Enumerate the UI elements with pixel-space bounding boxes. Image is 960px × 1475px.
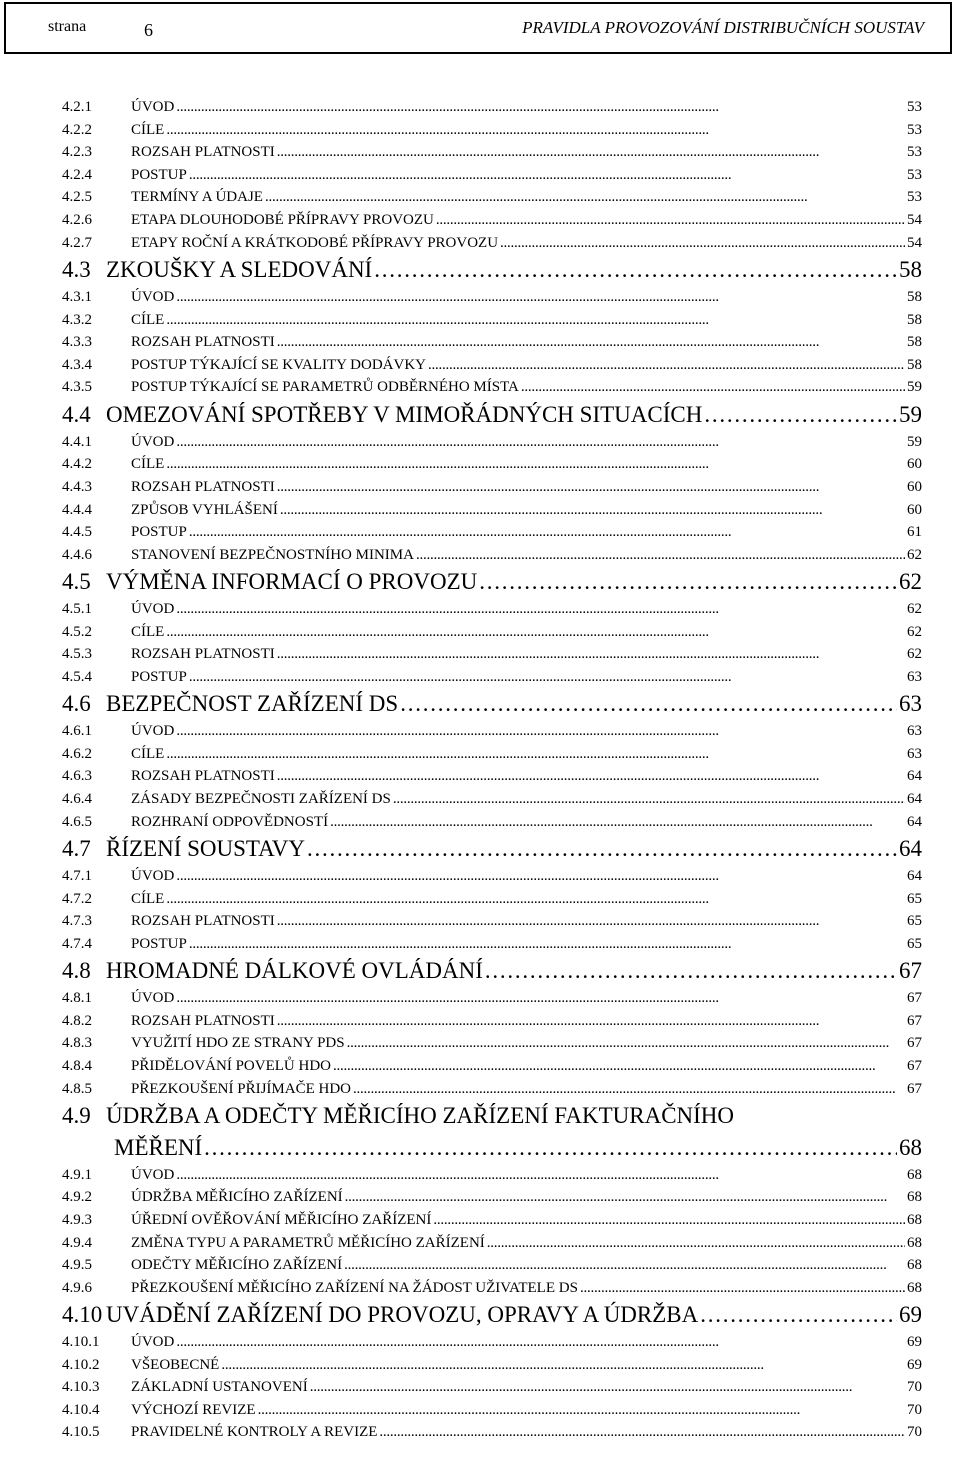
dot-leader	[500, 232, 905, 255]
toc-entry-title: HROMADNÉ DÁLKOVÉ OVLÁDÁNÍ	[106, 958, 483, 984]
toc-entry-page: 60	[907, 501, 922, 518]
toc-subsection-entry[interactable]	[62, 521, 922, 544]
toc-entry-number: 4.8.1	[62, 990, 92, 1007]
toc-entry-title: OMEZOVÁNÍ SPOTŘEBY V MIMOŘÁDNÝCH SITUACÍCH	[106, 401, 703, 427]
dot-leader	[189, 666, 905, 689]
dot-leader	[580, 1277, 905, 1300]
dot-leader	[166, 309, 905, 332]
dot-leader	[166, 621, 905, 644]
toc-entry-page: 70	[907, 1401, 922, 1418]
toc-subsection-entry[interactable]	[62, 811, 922, 834]
toc-entry-title: PŘIDĚLOVÁNÍ POVELŮ HDO	[131, 1057, 331, 1074]
toc-entry-number: 4.5	[62, 569, 91, 595]
toc-entry-title: ZPŮSOB VYHLÁŠENÍ	[131, 501, 278, 518]
dot-leader	[176, 865, 905, 888]
toc-entry-page: 53	[907, 166, 922, 183]
toc-entry-number: 4.4.3	[62, 478, 92, 495]
toc-entry-number: 4.10.4	[62, 1401, 100, 1418]
toc-entry-title: ÚVOD	[131, 723, 175, 740]
toc-entry-number: 4.8.3	[62, 1035, 92, 1052]
dot-leader	[485, 955, 897, 987]
dot-leader	[416, 544, 905, 567]
toc-entry-number: 4.3.4	[62, 356, 92, 373]
toc-entry-page: 67	[907, 1012, 922, 1029]
toc-entry-page: 63	[899, 691, 922, 717]
toc-entry-number: 4.8.4	[62, 1057, 92, 1074]
toc-entry-title: POSTUP TÝKAJÍCÍ SE PARAMETRŮ ODBĚRNÉHO MÍSTA	[131, 379, 519, 396]
toc-entry-page: 68	[907, 1166, 922, 1183]
toc-entry-title: PŘEZKOUŠENÍ MĚŘICÍHO ZAŘÍZENÍ NA ŽÁDOST UŽIVATELE DS	[131, 1279, 578, 1296]
toc-entry-number: 4.5.3	[62, 646, 92, 663]
toc-subsection-entry[interactable]	[62, 476, 922, 499]
page-number: 6	[144, 20, 153, 40]
dot-leader	[277, 1010, 905, 1033]
toc-entry-title: PRAVIDELNÉ KONTROLY A REVIZE	[131, 1424, 378, 1441]
toc-entry-number: 4.8.2	[62, 1012, 92, 1029]
toc-subsection-entry[interactable]	[62, 910, 922, 933]
dot-leader	[280, 499, 905, 522]
toc-subsection-entry[interactable]	[62, 933, 922, 956]
toc-entry-number: 4.2.3	[62, 144, 92, 161]
dot-leader	[189, 521, 905, 544]
toc-subsection-entry[interactable]	[62, 1277, 922, 1300]
document-title: PRAVIDLA PROVOZOVÁNÍ DISTRIBUČNÍCH SOUSTAV	[522, 18, 924, 37]
toc-entry-page: 53	[907, 144, 922, 161]
toc-entry-number: 4.9.3	[62, 1211, 92, 1228]
toc-entry-page: 67	[907, 1035, 922, 1052]
toc-entry-number: 4.6.5	[62, 813, 92, 830]
dot-leader	[176, 987, 905, 1010]
toc-entry-page: 69	[907, 1356, 922, 1373]
dot-leader	[277, 765, 905, 788]
toc-entry-title: POSTUP TÝKAJÍCÍ SE KVALITY DODÁVKY	[131, 356, 427, 373]
dot-leader	[374, 254, 897, 286]
toc-entry-page: 58	[899, 257, 922, 283]
dot-leader	[393, 788, 905, 811]
toc-entry-number: 4.3.3	[62, 334, 92, 351]
toc-section-entry[interactable]	[62, 688, 922, 720]
toc-subsection-entry[interactable]	[62, 164, 922, 187]
toc-entry-page: 68	[907, 1257, 922, 1274]
dot-leader	[166, 119, 905, 142]
toc-entry-title: CÍLE	[131, 311, 165, 328]
toc-entry-title: ZMĚNA TYPU A PARAMETRŮ MĚŘICÍHO ZAŘÍZENÍ	[131, 1234, 485, 1251]
toc-entry-title: ÚVOD	[131, 99, 175, 115]
dot-leader	[277, 643, 905, 666]
dot-leader	[428, 354, 905, 377]
toc-section-entry[interactable]	[62, 566, 922, 598]
toc-entry-title: ROZSAH PLATNOSTI	[131, 478, 275, 495]
toc-subsection-entry[interactable]	[62, 1209, 922, 1232]
toc-section-entry[interactable]	[62, 833, 922, 865]
toc-entry-page: 69	[899, 1302, 922, 1328]
toc-entry-title: VÝCHOZÍ REVIZE	[131, 1401, 256, 1418]
dot-leader	[277, 331, 905, 354]
toc-subsection-entry[interactable]	[62, 119, 922, 142]
toc-entry-number: 4.2.2	[62, 121, 92, 138]
toc-subsection-entry[interactable]	[62, 1055, 922, 1078]
toc-entry-number: 4.3	[62, 257, 91, 283]
toc-entry-number: 4.9.6	[62, 1279, 92, 1296]
dot-leader	[221, 1354, 905, 1377]
toc-entry-title: CÍLE	[131, 890, 165, 907]
dot-leader	[277, 141, 905, 164]
toc-entry-page: 65	[907, 935, 922, 952]
toc-entry-number: 4.9.1	[62, 1166, 92, 1183]
toc-entry-page: 65	[907, 890, 922, 907]
toc-entry-title: ROZSAH PLATNOSTI	[131, 1012, 275, 1029]
toc-entry-page: 69	[907, 1334, 922, 1351]
toc-subsection-entry[interactable]	[62, 1331, 922, 1354]
toc-entry-title: TERMÍNY A ÚDAJE	[131, 189, 263, 206]
toc-entry-title: ZKOUŠKY A SLEDOVÁNÍ	[106, 257, 373, 283]
toc-subsection-entry[interactable]	[62, 1186, 922, 1209]
toc-entry-title: ROZSAH PLATNOSTI	[131, 144, 275, 161]
toc-entry-page: 64	[907, 791, 922, 808]
toc-entry-number: 4.9.4	[62, 1234, 92, 1251]
toc-entry-title: ÚVOD	[131, 1334, 175, 1351]
toc-entry-number: 4.4.1	[62, 433, 92, 450]
toc-entry-title: POSTUP	[131, 524, 187, 541]
toc-entry-title: STANOVENÍ BEZPEČNOSTNÍHO MINIMA	[131, 546, 414, 563]
toc-entry-title: ÚŘEDNÍ OVĚŘOVÁNÍ MĚŘICÍHO ZAŘÍZENÍ	[131, 1211, 432, 1228]
toc-subsection-entry[interactable]	[62, 309, 922, 332]
toc-entry-page: 63	[907, 745, 922, 762]
toc-subsection-entry[interactable]	[62, 598, 922, 621]
toc-subsection-entry[interactable]	[62, 788, 922, 811]
toc-entry-title: ROZSAH PLATNOSTI	[131, 334, 275, 351]
toc-subsection-entry[interactable]	[62, 499, 922, 522]
dot-leader	[521, 376, 905, 399]
toc-entry-page: 68	[907, 1189, 922, 1206]
toc-entry-number: 4.4	[62, 401, 91, 427]
toc-entry-title: ÚVOD	[131, 1166, 175, 1183]
toc-entry-title: VŠEOBECNÉ	[131, 1356, 220, 1373]
toc-entry-number: 4.9.5	[62, 1257, 92, 1274]
dot-leader	[704, 399, 897, 431]
toc-entry-page: 53	[907, 189, 922, 206]
toc-entry-title: ÚDRŽBA A ODEČTY MĚŘICÍHO ZAŘÍZENÍ FAKTURAČNÍHO	[106, 1103, 735, 1129]
toc-entry-number: 4.9	[62, 1103, 91, 1129]
toc-subsection-entry[interactable]	[62, 1032, 922, 1055]
toc-section-entry[interactable]	[62, 1299, 922, 1331]
toc-entry-page: 70	[907, 1379, 922, 1396]
dot-leader	[166, 888, 905, 911]
dot-leader	[204, 1132, 897, 1164]
toc-subsection-entry[interactable]	[62, 666, 922, 689]
toc-entry-number: 4.10	[62, 1302, 103, 1328]
toc-entry-page: 62	[907, 546, 922, 563]
toc-entry-title: ÚVOD	[131, 990, 175, 1007]
toc-entry-page: 62	[907, 623, 922, 640]
toc-entry-page: 67	[907, 1057, 922, 1074]
dot-leader	[345, 1186, 905, 1209]
toc-subsection-entry[interactable]	[62, 621, 922, 644]
toc-subsection-entry[interactable]	[62, 1078, 922, 1101]
toc-subsection-entry[interactable]	[62, 232, 922, 255]
toc-entry-page: 64	[907, 868, 922, 885]
toc-subsection-entry[interactable]	[62, 453, 922, 476]
toc-entry-page: 68	[899, 1134, 922, 1160]
toc-entry-page: 53	[907, 121, 922, 138]
toc-entry-page: 58	[907, 311, 922, 328]
toc-subsection-entry[interactable]	[62, 141, 922, 164]
toc-entry-title: ROZSAH PLATNOSTI	[131, 768, 275, 785]
toc-entry-page: 62	[899, 569, 922, 595]
toc-entry-page: 58	[907, 356, 922, 373]
toc-entry-number: 4.5.1	[62, 601, 92, 618]
dot-leader	[400, 688, 897, 720]
dot-leader	[330, 811, 905, 834]
dot-leader	[176, 96, 905, 119]
toc-entry-page: 59	[907, 379, 922, 396]
toc-section-entry[interactable]	[62, 399, 922, 431]
toc-subsection-entry[interactable]	[62, 888, 922, 911]
dot-leader	[310, 1376, 905, 1399]
toc-entry-title: PŘEZKOUŠENÍ PŘIJÍMAČE HDO	[131, 1080, 352, 1097]
toc-entry-number: 4.6.1	[62, 723, 92, 740]
dot-leader	[347, 1032, 905, 1055]
dot-leader	[176, 286, 905, 309]
dot-leader	[176, 720, 905, 743]
toc-entry-title: ÚVOD	[131, 288, 175, 305]
toc-entry-number: 4.4.4	[62, 501, 92, 518]
toc-section-entry[interactable]	[62, 1100, 922, 1164]
toc-entry-title: ETAPY ROČNÍ A KRÁTKODOBÉ PŘÍPRAVY PROVOZU	[131, 234, 499, 251]
toc-entry-title: CÍLE	[131, 745, 165, 762]
toc-section-entry[interactable]	[62, 955, 922, 987]
toc-entry-title: ÚVOD	[131, 868, 175, 885]
toc-entry-number: 4.4.5	[62, 524, 92, 541]
toc-subsection-entry[interactable]	[62, 865, 922, 888]
toc-entry-number: 4.10.5	[62, 1424, 100, 1441]
toc-section-entry[interactable]	[62, 254, 922, 286]
toc-subsection-entry[interactable]	[62, 643, 922, 666]
toc-entry-number: 4.10.1	[62, 1334, 100, 1351]
toc-entry-page: 64	[907, 768, 922, 785]
toc-entry-title: ZÁKLADNÍ USTANOVENÍ	[131, 1379, 308, 1396]
dot-leader	[258, 1399, 905, 1422]
dot-leader	[176, 598, 905, 621]
toc-subsection-entry[interactable]	[62, 1164, 922, 1187]
toc-entry-page: 60	[907, 456, 922, 473]
toc-entry-title: BEZPEČNOST ZAŘÍZENÍ DS	[106, 691, 399, 717]
toc-subsection-entry[interactable]	[62, 987, 922, 1010]
toc-subsection-entry[interactable]	[62, 186, 922, 209]
toc-entry-title: CÍLE	[131, 121, 165, 138]
dot-leader	[333, 1055, 905, 1078]
toc-entry-title: ZÁSADY BEZPEČNOSTI ZAŘÍZENÍ DS	[131, 791, 391, 808]
toc-entry-number: 4.8	[62, 958, 91, 984]
toc-subsection-entry[interactable]	[62, 743, 922, 766]
toc-entry-page: 65	[907, 913, 922, 930]
toc-entry-page: 58	[907, 288, 922, 305]
toc-subsection-entry[interactable]	[62, 1010, 922, 1033]
toc-entry-number: 4.4.6	[62, 546, 92, 563]
dot-leader	[176, 1331, 905, 1354]
toc-entry-page: 62	[907, 646, 922, 663]
toc-subsection-entry[interactable]	[62, 1254, 922, 1277]
dot-leader	[277, 476, 905, 499]
dot-leader	[166, 743, 905, 766]
dot-leader	[176, 431, 905, 454]
toc-entry-number: 4.10.2	[62, 1356, 100, 1373]
toc-entry-number: 4.3.5	[62, 379, 92, 396]
toc-subsection-entry[interactable]	[62, 765, 922, 788]
toc-entry-page: 68	[907, 1211, 922, 1228]
toc-entry-page: 67	[907, 1080, 922, 1097]
dot-leader	[479, 566, 897, 598]
toc-entry-page: 54	[907, 234, 922, 251]
page-header	[4, 2, 952, 54]
toc-entry-number: 4.4.2	[62, 456, 92, 473]
dot-leader	[307, 833, 897, 865]
toc-entry-page: 58	[907, 334, 922, 351]
toc-entry-title: MĚŘENÍ	[114, 1134, 203, 1160]
toc-entry-title: ROZHRANÍ ODPOVĚDNOSTÍ	[131, 813, 329, 830]
toc-entry-page: 63	[907, 723, 922, 740]
toc-entry-number: 4.7.2	[62, 890, 92, 907]
table-of-contents	[62, 96, 922, 1444]
dot-leader	[436, 209, 905, 232]
dot-leader	[433, 1209, 905, 1232]
toc-subsection-entry[interactable]	[62, 431, 922, 454]
toc-entry-number: 4.2.5	[62, 189, 92, 206]
toc-subsection-entry[interactable]	[62, 544, 922, 567]
toc-entry-number: 4.7.3	[62, 913, 92, 930]
toc-entry-number: 4.5.2	[62, 623, 92, 640]
toc-subsection-entry[interactable]	[62, 1354, 922, 1377]
dot-leader	[166, 453, 905, 476]
toc-entry-number: 4.2.6	[62, 211, 92, 228]
toc-subsection-entry[interactable]	[62, 354, 922, 377]
toc-subsection-entry[interactable]	[62, 1399, 922, 1422]
toc-entry-page: 59	[899, 401, 922, 427]
toc-subsection-entry[interactable]	[62, 376, 922, 399]
toc-subsection-entry[interactable]	[62, 209, 922, 232]
toc-entry-page: 62	[907, 601, 922, 618]
dot-leader	[353, 1078, 905, 1101]
toc-entry-title: CÍLE	[131, 623, 165, 640]
toc-entry-number: 4.3.2	[62, 311, 92, 328]
dot-leader	[277, 910, 905, 933]
toc-entry-title: POSTUP	[131, 668, 187, 685]
toc-subsection-entry[interactable]	[62, 1376, 922, 1399]
toc-entry-page: 68	[907, 1279, 922, 1296]
dot-leader	[189, 164, 905, 187]
toc-entry-number: 4.2.1	[62, 99, 92, 115]
dot-leader	[265, 186, 905, 209]
toc-entry-page: 67	[907, 990, 922, 1007]
toc-entry-page: 60	[907, 478, 922, 495]
toc-entry-page: 68	[907, 1234, 922, 1251]
dot-leader	[189, 933, 905, 956]
toc-entry-number: 4.10.3	[62, 1379, 100, 1396]
toc-entry-page: 64	[899, 836, 922, 862]
toc-subsection-entry[interactable]	[62, 286, 922, 309]
toc-entry-title: ODEČTY MĚŘICÍHO ZAŘÍZENÍ	[131, 1257, 343, 1274]
dot-leader	[344, 1254, 905, 1277]
toc-subsection-entry[interactable]	[62, 720, 922, 743]
toc-entry-title: VÝMĚNA INFORMACÍ O PROVOZU	[106, 569, 478, 595]
toc-entry-title: ROZSAH PLATNOSTI	[131, 913, 275, 930]
toc-subsection-entry[interactable]	[62, 1421, 922, 1444]
page-label: strana	[48, 18, 87, 35]
toc-entry-page: 59	[907, 433, 922, 450]
toc-entry-page: 63	[907, 668, 922, 685]
toc-entry-number: 4.2.4	[62, 166, 92, 183]
toc-subsection-entry[interactable]	[62, 1232, 922, 1255]
toc-entry-number: 4.9.2	[62, 1189, 92, 1206]
toc-entry-number: 4.7	[62, 836, 91, 862]
toc-entry-number: 4.2.7	[62, 234, 92, 251]
toc-entry-title: ÚVOD	[131, 433, 175, 450]
toc-entry-page: 61	[907, 524, 922, 541]
toc-entry-title: ÚVOD	[131, 601, 175, 618]
toc-entry-number: 4.7.4	[62, 935, 92, 952]
toc-entry-title: ETAPA DLOUHODOBÉ PŘÍPRAVY PROVOZU	[131, 211, 434, 228]
dot-leader	[700, 1299, 897, 1331]
toc-entry-page: 67	[899, 958, 922, 984]
toc-entry-number: 4.6.4	[62, 791, 92, 808]
toc-entry-title: POSTUP	[131, 166, 187, 183]
toc-entry-title: UVÁDĚNÍ ZAŘÍZENÍ DO PROVOZU, OPRAVY A ÚDRŽBA	[106, 1302, 699, 1328]
dot-leader	[176, 1164, 905, 1187]
toc-entry-number: 4.7.1	[62, 868, 92, 885]
toc-entry-title: ÚDRŽBA MĚŘICÍHO ZAŘÍZENÍ	[131, 1189, 343, 1206]
toc-entry-number: 4.3.1	[62, 288, 92, 305]
dot-leader	[379, 1421, 905, 1444]
dot-leader	[487, 1232, 905, 1255]
toc-entry-title: POSTUP	[131, 935, 187, 952]
toc-entry-title: CÍLE	[131, 456, 165, 473]
toc-entry-page: 53	[907, 99, 922, 115]
toc-entry-title: ŘÍZENÍ SOUSTAVY	[106, 836, 305, 862]
toc-entry-page: 70	[907, 1424, 922, 1441]
toc-entry-title: ROZSAH PLATNOSTI	[131, 646, 275, 663]
toc-entry-title: VYUŽITÍ HDO ZE STRANY PDS	[131, 1035, 345, 1052]
toc-entry-number: 4.8.5	[62, 1080, 92, 1097]
toc-entry-page: 64	[907, 813, 922, 830]
toc-entry-page: 54	[907, 211, 922, 228]
toc-subsection-entry[interactable]	[62, 96, 922, 119]
toc-entry-number: 4.6.3	[62, 768, 92, 785]
toc-entry-number: 4.5.4	[62, 668, 92, 685]
toc-entry-number: 4.6	[62, 691, 91, 717]
toc-entry-number: 4.6.2	[62, 745, 92, 762]
toc-subsection-entry[interactable]	[62, 331, 922, 354]
